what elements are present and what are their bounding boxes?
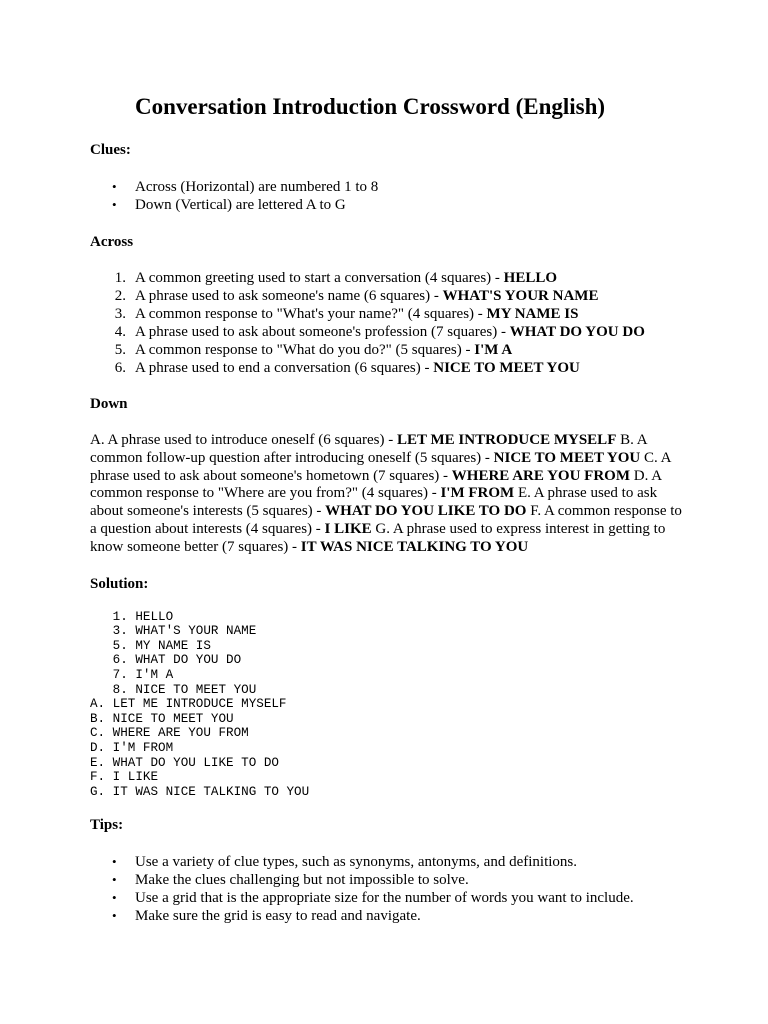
clue-text: A phrase used to ask about someone's profession (7 squares) - <box>135 324 510 340</box>
across-clue <box>90 305 690 323</box>
bullet-icon: • <box>112 908 117 924</box>
clue-text: G. A phrase used to express interest in getting to know someone better (7 squares) - <box>90 520 666 555</box>
list-item <box>90 889 690 907</box>
clue-number: 6. <box>114 360 126 376</box>
clue-number: 4. <box>114 324 126 340</box>
solution-line: E. WHAT DO YOU LIKE TO DO <box>90 755 279 770</box>
solution-line: C. WHERE ARE YOU FROM <box>90 726 249 741</box>
solution-line: 8. NICE TO MEET YOU <box>90 682 257 697</box>
clue-answer: HELLO <box>503 270 558 286</box>
document-page <box>90 92 690 925</box>
clue-text: F. A common response to a question about interests (4 squares) - <box>90 503 682 537</box>
clue-answer: WHERE ARE YOU FROM <box>451 467 630 484</box>
down-heading: Down <box>90 396 128 412</box>
solution-line: 6. WHAT DO YOU DO <box>90 653 242 668</box>
clue-text: A common greeting used to start a conversation (4 squares) - <box>135 270 504 286</box>
across-heading: Across <box>90 234 134 250</box>
clue-text: A phrase used to ask someone's name (6 squares) - <box>135 288 443 304</box>
across-clue <box>90 341 690 359</box>
solution-line: 7. I'M A <box>90 667 174 682</box>
solution-line: D. I'M FROM <box>90 740 174 755</box>
bullet-icon: • <box>112 872 117 888</box>
clues-list <box>90 178 690 214</box>
list-item <box>90 178 690 196</box>
solution-block <box>90 610 690 800</box>
clue-answer: I'M FROM <box>440 485 515 502</box>
clue-answer: IT WAS NICE TALKING TO YOU <box>300 538 529 555</box>
clue-answer: WHAT'S YOUR NAME <box>442 288 599 304</box>
across-clue <box>90 287 690 305</box>
across-clue <box>90 323 690 341</box>
list-item-text: Across (Horizontal) are numbered 1 to 8 <box>135 179 379 195</box>
list-item <box>90 196 690 214</box>
bullet-icon: • <box>112 179 117 194</box>
tips-list <box>90 853 690 925</box>
list-item-text: Down (Vertical) are lettered A to G <box>135 197 346 213</box>
bullet-icon: • <box>112 197 117 212</box>
clue-number: 5. <box>114 342 126 358</box>
clue-answer: MY NAME IS <box>486 306 579 322</box>
solution-line: B. NICE TO MEET YOU <box>90 711 234 726</box>
clue-answer: NICE TO MEET YOU <box>493 449 641 466</box>
clue-answer: WHAT DO YOU DO <box>509 324 645 340</box>
clue-text: B. A common follow-up question after introducing oneself (5 squares) - <box>90 432 647 466</box>
clue-answer: LET ME INTRODUCE MYSELF <box>397 432 617 448</box>
clue-answer: WHAT DO YOU LIKE TO DO <box>325 503 527 520</box>
list-item-text: Make sure the grid is easy to read and navigate. <box>135 908 421 925</box>
clue-answer: I'M A <box>474 342 513 358</box>
clue-text: A phrase used to end a conversation (6 squares) - <box>135 360 434 376</box>
bullet-icon: • <box>112 854 117 870</box>
list-item <box>90 907 690 925</box>
page-title: Conversation Introduction Crossword (English) <box>135 94 606 119</box>
clue-text: A common response to "What's your name?" (4 squares) - <box>135 306 487 322</box>
clue-text: A common response to "What do you do?" (5 squares) - <box>135 342 475 358</box>
clue-text: C. A phrase used to ask about someone's hometown (7 squares) - <box>90 449 671 484</box>
clue-text: A. A phrase used to introduce oneself (6 squares) - <box>90 432 398 448</box>
clue-number: 3. <box>114 306 126 322</box>
clues-heading: Clues: <box>90 142 131 158</box>
down-clues-paragraph <box>90 432 690 557</box>
clue-answer: NICE TO MEET YOU <box>433 360 580 376</box>
solution-heading: Solution: <box>90 575 149 592</box>
list-item <box>90 871 690 889</box>
list-item-text: Make the clues challenging but not impossible to solve. <box>135 872 469 889</box>
solution-line: G. IT WAS NICE TALKING TO YOU <box>90 784 310 799</box>
bullet-icon: • <box>112 890 117 906</box>
across-clue <box>90 359 690 377</box>
solution-line: A. LET ME INTRODUCE MYSELF <box>90 697 287 712</box>
clue-number: 1. <box>114 270 126 286</box>
solution-line: 1. HELLO <box>90 609 174 624</box>
list-item <box>90 853 690 871</box>
across-clue <box>90 269 690 287</box>
solution-line: 3. WHAT'S YOUR NAME <box>90 624 257 639</box>
solution-line: F. I LIKE <box>90 770 159 785</box>
tips-heading: Tips: <box>90 817 124 834</box>
list-item-text: Use a grid that is the appropriate size for the number of words you want to include. <box>135 890 634 907</box>
list-item-text: Use a variety of clue types, such as synonyms, antonyms, and definitions. <box>135 854 578 871</box>
clue-answer: I LIKE <box>324 520 372 537</box>
across-list <box>90 269 690 377</box>
solution-line: 5. MY NAME IS <box>90 638 211 653</box>
clue-text: E. A phrase used to ask about someone's interests (5 squares) - <box>90 485 658 520</box>
clue-number: 2. <box>114 288 126 304</box>
clue-text: D. A common response to "Where are you from?" (4 squares) - <box>90 467 662 502</box>
